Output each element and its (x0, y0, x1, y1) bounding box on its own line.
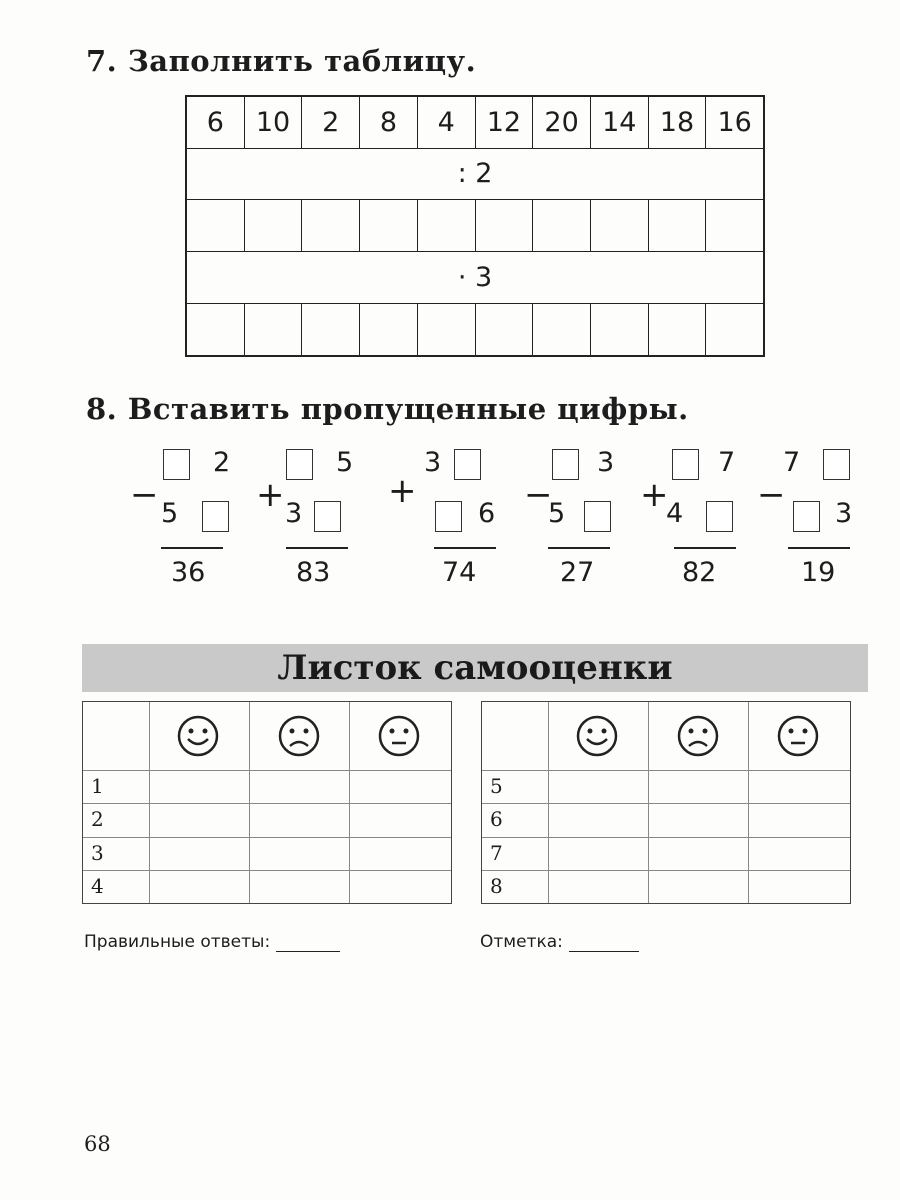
row-number: 4 (91, 874, 104, 898)
problem-3 (386, 445, 496, 595)
top-digit: 3 (424, 447, 442, 478)
problem-1 (128, 445, 238, 595)
operator: − (130, 475, 159, 515)
exercise-8-heading: 8. Вставить пропущенные цифры. (86, 392, 689, 426)
bottom-digit: 4 (666, 498, 684, 529)
answer-cell[interactable] (533, 199, 591, 251)
missing-digit-box[interactable] (672, 449, 699, 480)
operation-divide-row: : 2 (187, 148, 763, 200)
answer-row-multiply (187, 303, 763, 355)
grade-field (480, 932, 639, 952)
problem-6 (755, 445, 865, 595)
neutral-face-icon[interactable] (377, 714, 421, 758)
top-digit: 7 (783, 447, 801, 478)
result: 36 (171, 557, 206, 588)
bottom-digit: 5 (161, 498, 179, 529)
missing-digit-box[interactable] (454, 449, 481, 480)
result: 19 (801, 557, 836, 588)
number-cell: 20 (533, 97, 591, 148)
sum-line (674, 547, 736, 549)
correct-answers-field (84, 932, 340, 952)
answer-cell[interactable] (360, 199, 418, 251)
self-assessment-title: Листок самооценки (277, 648, 673, 688)
bottom-digit: 3 (835, 498, 853, 529)
answer-cell[interactable] (360, 303, 418, 355)
answer-cell[interactable] (418, 199, 476, 251)
operator: + (256, 475, 285, 515)
row-number: 1 (91, 774, 104, 798)
answer-cell[interactable] (418, 303, 476, 355)
number-cell: 18 (649, 97, 707, 148)
problem-2 (254, 445, 364, 595)
number-cell: 10 (245, 97, 303, 148)
answer-cell[interactable] (245, 303, 303, 355)
answer-cell[interactable] (187, 303, 245, 355)
row-number: 6 (490, 807, 503, 831)
answer-cell[interactable] (649, 199, 707, 251)
row-number: 7 (490, 841, 503, 865)
missing-digit-box[interactable] (552, 449, 579, 480)
row-number: 5 (490, 774, 503, 798)
number-cell: 12 (476, 97, 534, 148)
correct-answers-label: Правильные ответы: (84, 932, 271, 952)
top-digit: 3 (597, 447, 615, 478)
answer-cell[interactable] (591, 303, 649, 355)
number-cell: 6 (187, 97, 245, 148)
result: 74 (442, 557, 477, 588)
self-assessment-banner (82, 644, 868, 692)
result: 83 (296, 557, 331, 588)
missing-digit-box[interactable] (163, 449, 190, 480)
bottom-digit: 5 (548, 498, 566, 529)
operator: + (388, 471, 417, 511)
exercise-7-heading: 7. Заполнить таблицу. (86, 44, 477, 78)
sum-line (788, 547, 850, 549)
missing-digit-box[interactable] (584, 501, 611, 532)
row-number: 3 (91, 841, 104, 865)
answer-cell[interactable] (533, 303, 591, 355)
sad-face-icon[interactable] (277, 714, 321, 758)
bottom-digit: 3 (285, 498, 303, 529)
sad-face-icon[interactable] (676, 714, 720, 758)
result: 82 (682, 557, 717, 588)
operator: − (757, 475, 786, 515)
grade-blank[interactable] (569, 951, 639, 952)
sum-line (548, 547, 610, 549)
answer-cell[interactable] (302, 199, 360, 251)
neutral-face-icon[interactable] (776, 714, 820, 758)
number-cell: 16 (717, 107, 752, 138)
missing-digit-box[interactable] (202, 501, 229, 532)
number-row (187, 97, 763, 149)
answer-cell[interactable] (706, 199, 763, 251)
missing-digit-box[interactable] (314, 501, 341, 532)
top-digit: 2 (213, 447, 231, 478)
answer-cell[interactable] (476, 199, 534, 251)
row-number: 8 (490, 874, 503, 898)
operator: − (524, 475, 553, 515)
answer-cell[interactable] (706, 303, 763, 355)
page-number: 68 (84, 1132, 111, 1156)
missing-digit-box[interactable] (706, 501, 733, 532)
answer-cell[interactable] (649, 303, 707, 355)
sum-line (434, 547, 496, 549)
exercise-7-table (185, 95, 765, 357)
missing-digit-box[interactable] (793, 501, 820, 532)
result: 27 (560, 557, 595, 588)
missing-digit-box[interactable] (435, 501, 462, 532)
row-number: 2 (91, 807, 104, 831)
top-digit: 5 (336, 447, 354, 478)
top-digit: 7 (718, 447, 736, 478)
happy-face-icon[interactable] (176, 714, 220, 758)
problem-5 (638, 445, 748, 595)
number-cell: 4 (418, 97, 476, 148)
answer-cell[interactable] (245, 199, 303, 251)
answer-cell[interactable] (476, 303, 534, 355)
number-cell: 2 (302, 97, 360, 148)
happy-face-icon[interactable] (575, 714, 619, 758)
self-assessment-table-left (82, 701, 452, 904)
number-cell: 8 (360, 97, 418, 148)
missing-digit-box[interactable] (286, 449, 313, 480)
operator: + (640, 475, 669, 515)
sum-line (161, 547, 223, 549)
number-cell: 14 (591, 97, 649, 148)
answer-cell[interactable] (591, 199, 649, 251)
answer-cell[interactable] (187, 199, 245, 251)
grade-label: Отметка: (480, 932, 563, 952)
self-assessment-table-right (481, 701, 851, 904)
correct-answers-blank[interactable] (276, 951, 340, 952)
bottom-digit: 6 (478, 498, 496, 529)
missing-digit-box[interactable] (823, 449, 850, 480)
answer-cell[interactable] (302, 303, 360, 355)
operation-multiply-row: · 3 (187, 251, 763, 304)
sum-line (286, 547, 348, 549)
answer-row-divide (187, 199, 763, 252)
problem-4 (522, 445, 632, 595)
